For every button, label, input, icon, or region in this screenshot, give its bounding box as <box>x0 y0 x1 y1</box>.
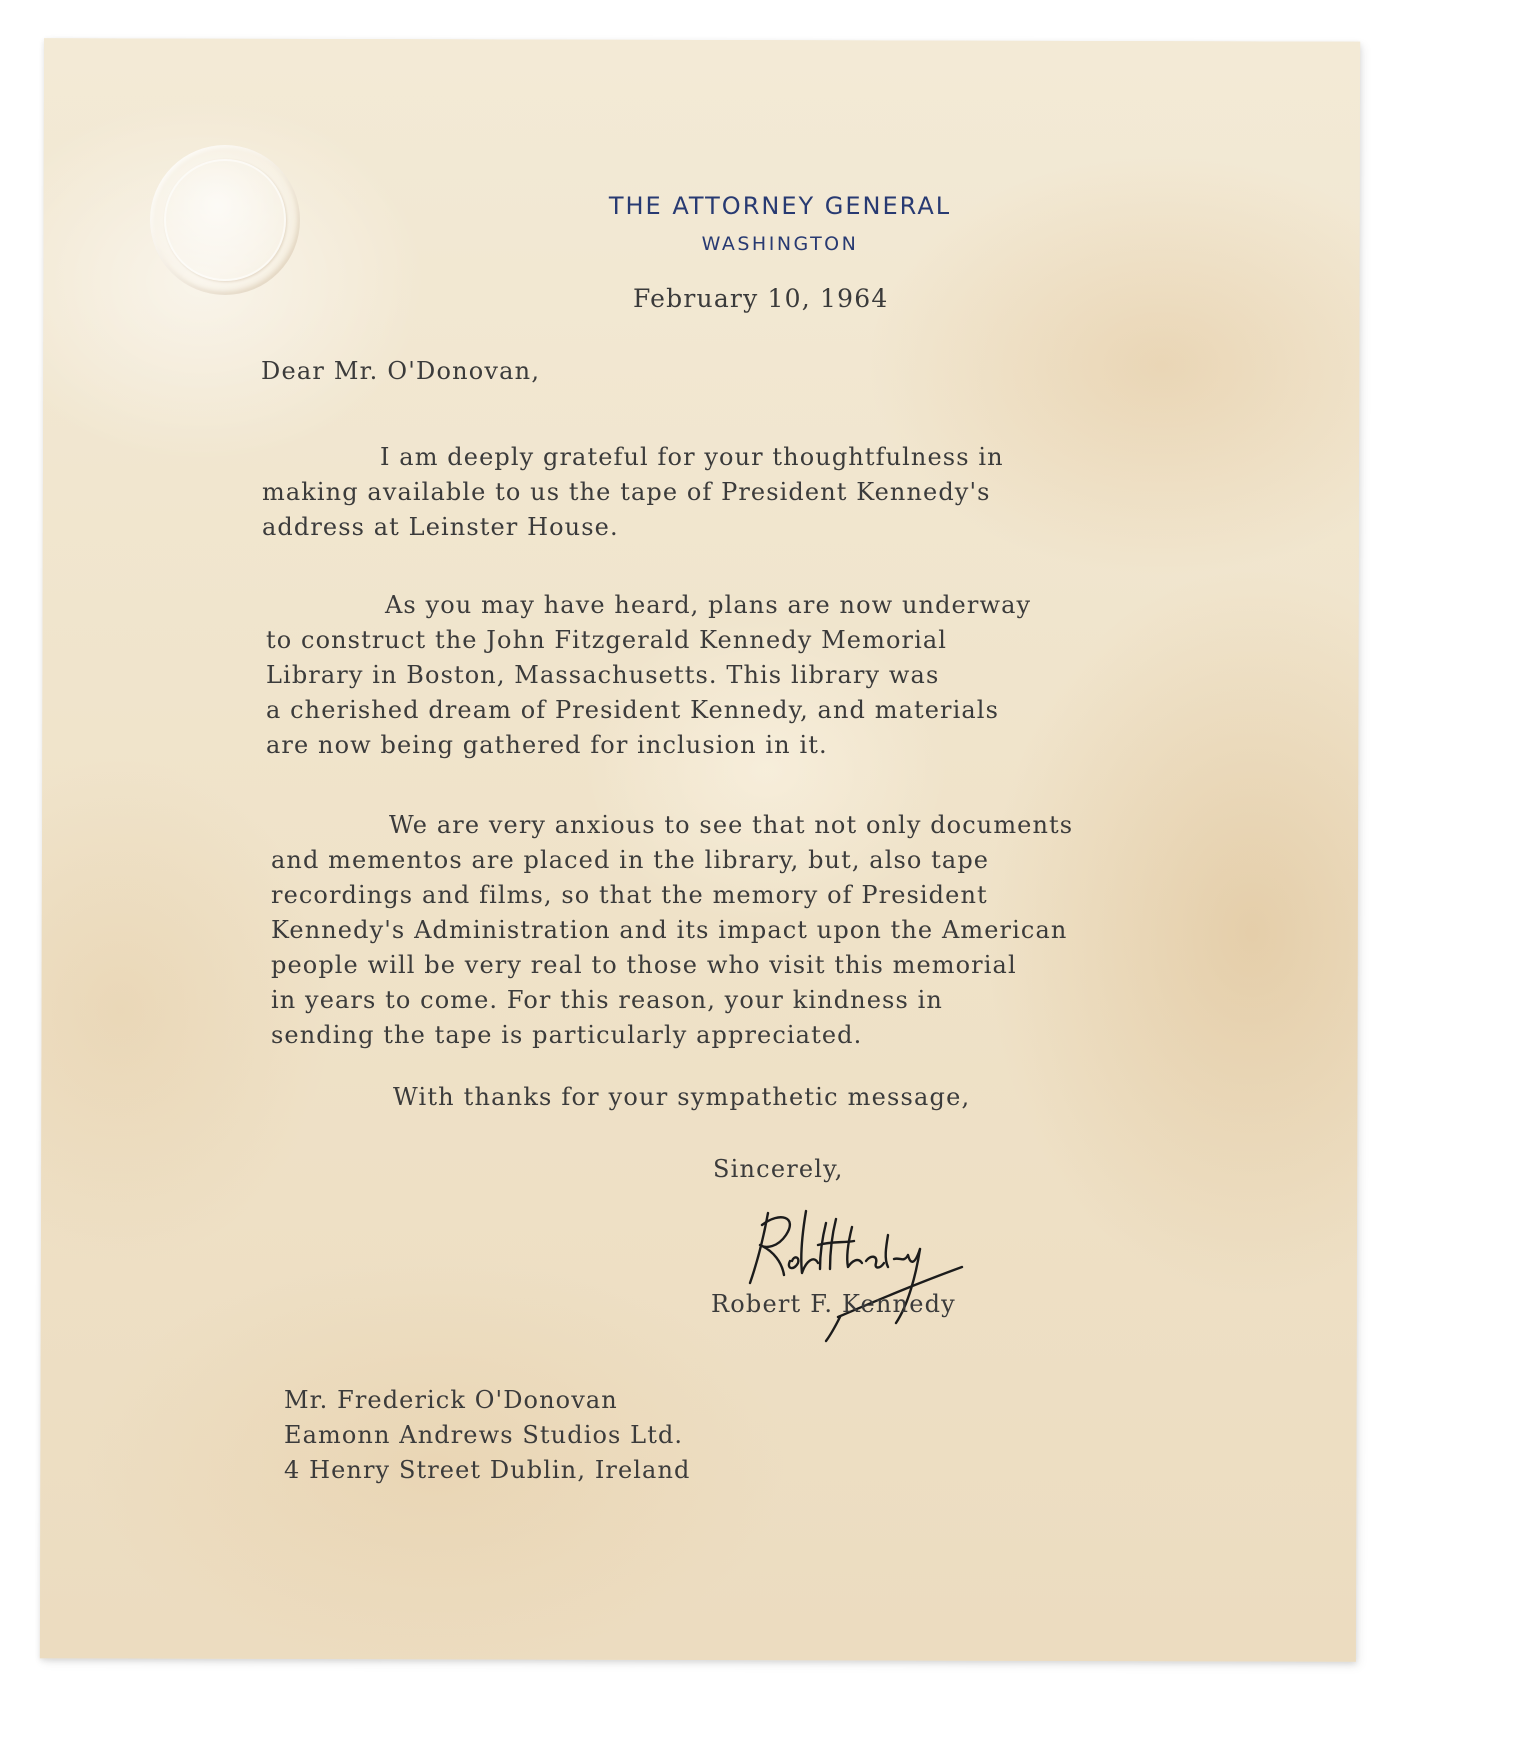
letterhead <box>560 190 1000 258</box>
paragraph-line: As you may have heard, plans are now underway <box>385 591 1032 619</box>
address-line: Mr. Frederick O'Donovan <box>284 1386 618 1414</box>
recipient-address <box>284 1383 690 1488</box>
paragraph-line: in years to come. For this reason, your kindness in <box>271 986 943 1014</box>
paragraph-line: Library in Boston, Massachusetts. This library was <box>266 661 940 689</box>
paragraph-line: a cherished dream of President Kennedy, and materials <box>266 696 999 724</box>
paragraph-line: making available to us the tape of President Kennedy's <box>262 478 991 506</box>
handwritten-signature <box>728 1205 988 1345</box>
address-line: Eamonn Andrews Studios Ltd. <box>284 1421 684 1449</box>
letterhead-city: WASHINGTON <box>701 233 859 255</box>
signer-name: Robert F. Kennedy <box>711 1290 956 1318</box>
paragraph-line: Kennedy's Administration and its impact upon the American <box>271 916 1068 944</box>
embossed-seal-icon <box>150 145 300 295</box>
letter-date: February 10, 1964 <box>633 284 889 313</box>
paragraph-2 <box>266 588 1031 763</box>
paragraph-line: We are very anxious to see that not only documents <box>389 811 1074 839</box>
seal-ring <box>164 159 286 281</box>
sign-off: Sincerely, <box>713 1155 844 1183</box>
paragraph-line: sending the tape is particularly appreciated. <box>271 1021 863 1049</box>
paragraph-line: and mementos are placed in the library, but, also tape <box>271 846 990 874</box>
closing-line: With thanks for your sympathetic message, <box>393 1083 971 1111</box>
paragraph-3 <box>271 808 1073 1053</box>
paragraph-line: are now being gathered for inclusion in it. <box>266 731 828 759</box>
paragraph-line: address at Leinster House. <box>262 513 619 541</box>
paragraph-1 <box>262 440 1004 545</box>
letterhead-organization: THE ATTORNEY GENERAL <box>608 192 952 220</box>
paragraph-line: people will be very real to those who visit this memorial <box>271 951 1017 979</box>
salutation: Dear Mr. O'Donovan, <box>261 357 541 385</box>
paragraph-line: recordings and films, so that the memory of President <box>271 881 988 909</box>
paragraph-line: to construct the John Fitzgerald Kennedy Memorial <box>266 626 948 654</box>
address-line: 4 Henry Street Dublin, Ireland <box>284 1456 691 1484</box>
paragraph-line: I am deeply grateful for your thoughtfulness in <box>380 443 1004 471</box>
